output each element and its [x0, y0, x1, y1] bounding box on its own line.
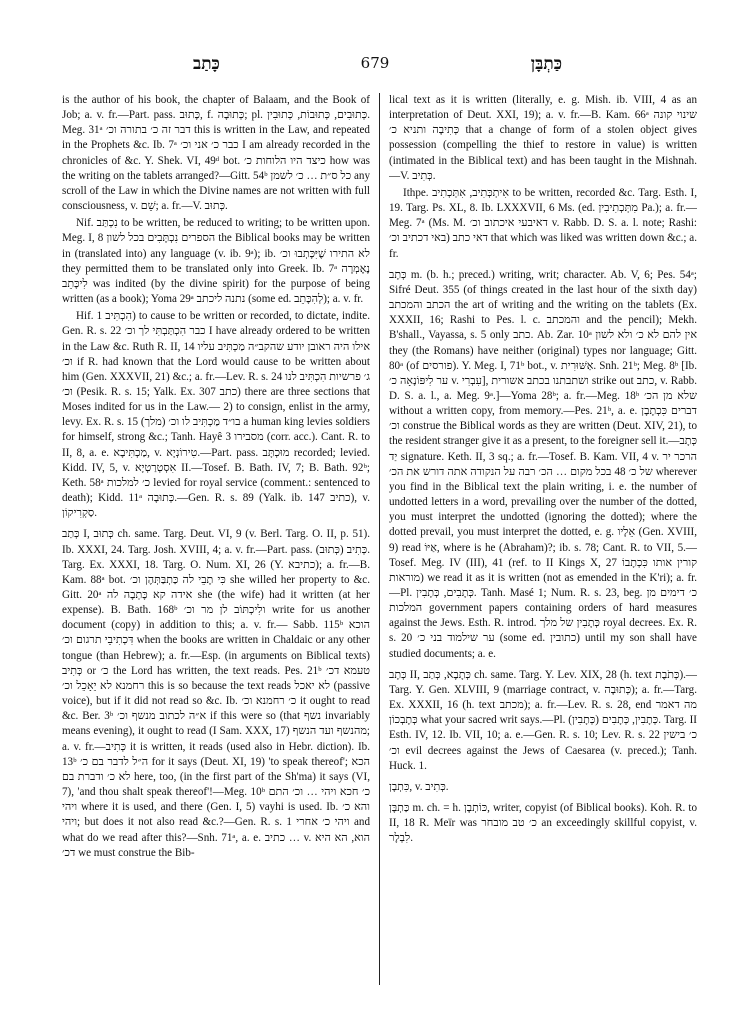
- column-divider: [379, 93, 380, 985]
- entry-kitban: כִּתְבָן, v. כְּתִיב.: [389, 780, 449, 793]
- entry-continuation: is the author of his book, the chapter of Balaam, and the Book of Job; a. v. fr.—Part. pass. כָּתוּב, f. כְּתוּבָה; pl. כְּתוּבִים, כְּתוּבוֹת, כְּתוּבִין. Meg. 31ᵃ דבר זה כ׳ בתורה וכ׳ this is written in the Law, and repeated in the Prophets &c. Ib. 7ᵃ כבר כ׳ אני וכ׳ I am already recorded in the chronicles of &c. Y. Shek. VI, 49ᵈ bot. כיצד היו הלוחות כ׳ how was the writing on the tablets arranged?—Gitt. 54ᵇ כל ס״ת … כ׳ לשמן any scroll of the Law in which the Divine names are not written with full consciousness, v. שֵׁם; a. fr.—V. כְּתוּב.: [62, 94, 370, 213]
- entry-hif: Hif. הִכְתִּיב 1) to cause to be written or recorded, to dictate, indite. Gen. R. s. 22 כבר הִכְתַּבְתִּי לך וכ׳ I have already ordered to be written in the Law &c. Ruth R. II, 14 אילו היה ראובן יודע שהקב״ה מַכְתִּיב עליו וכ׳ if R. had known that the Lord would cause to be written about him (Gen. XXXVII, 21) &c.; a. fr.—Lev. R. s. 24 ג׳ פרשיות הִכְתִּיב לנו וכ׳ (Pesik. R. s. 15; Yalk. Ex. 307 כתב) there are three sections that Moses indited for us in the Law.— 2) to consign, enlist in the army, levy. Ex. R. s. 15 (מלך) בו״ד מַכְתִּיב לו וכ׳ a human king levies soldiers for himself, strong &c.; Tanh. Hayê 3 מסבירו (corr. acc.). Cant. R. to II, 8, a. e. מַכְתִּיבָא, v. טִירוֹנְיָא.—Part. pass. מוּכְתָּב recorded; levied. Kidd. IV, 5, v. אִסְטְרַטְיָא II.—Tosef. B. Bath. IV, 7; B. Bath. 92ᵇ; Keth. 58ᵃ כ׳ למלכות levied for royal service (comment.: sentenced to death); Kidd. 11ᵃ כְּתוּבָה.—Gen. R. s. 89 (Yalk. ib. 147 כתיב), v. סַקְרִיקוֹן.: [62, 310, 370, 520]
- right-running-headword: כַּתְבָּן: [530, 54, 562, 74]
- entry-ketav-ch: כְּתַב I, כְּתוּב ch. same. Targ. Deut. VI, 9 (v. Berl. Targ. O. II, p. 51). Ib. XXXI, 24. Targ. Josh. XVIII, 4; a. v. fr.—Part. pass. כְּתִיב (כְּתוּב). Targ. Ex. XXXI, 18. Targ. O. Num. XI, 26 (Y. כתיבא); a. fr.—B. Kam. 88ᵃ bot. כִּי תָבֵי לה כַּתְבַּתְּהֶן וכ׳ she willed her property to &c. Gitt. 20ᵃ אידה קא כָּתְבָה לה she (the wife) had it written (at her expense). B. Bath. 168ᵇ ולִיכְתּוֹב לן מר וכ׳ write for us another document (copy) in addition to this; a. v. fr.— Sabb. 115ᵇ הוכא דִּכְתִיבֵי תרגום וכ׳ when the books are written in Chaldaic or any other tongue (than Hebrew); a. fr.—Esp. (in arguments on Biblical texts) כְּתִיב or כ׳ the Lord has written, the text reads. Pes. 21ᵇ טעמא דכ׳ רחמנא לא יֵאָכֵל וכ׳ this is so because the text reads לא יאכל (passive voice), but if it did not read so &c. Ib. כ׳ רחמנא וכ׳ it ought to read &c. Ber. 3ᵇ א״ה לכתוב מנשף וכ׳ if this were so (that נשף invariably means evening), it ought to read (I Sam. XXX, 17) מהנשף ועד הנשף; a. v. fr.—כְּתִיב it is written, it reads (used also in Hebr. diction). Ib. 13ᵇ ה״ל לדבר בם כ׳ for it says (Deut. XI, 19) 'to speak thereof'; הכא לא כ׳ ודברת בם here, too, (in the first part of the Sh'ma) it says (VI, 7), 'and thou shalt speak thereof'!—Meg. 10ᵇ כ׳ חכא ויהי … וכ׳ התם ויהי where it is used, and there (Gen. I, 5) vayhi is used. Ib. והא כ׳ ויהי; but does it not also read &c.?—Gen. R. s. 1 ויהי כ׳ אחרי and what do we read after this?—Snh. 71ᵃ, a. e. כתיב … v. הוא, הא היא דכ׳ we must construe the Bib-: [62, 528, 370, 859]
- entry-ketav-m: כְּתָב m. (b. h.; preced.) writing, writ; character. Ab. V, 6; Pes. 54ᵃ; Sifré Deut. 355 (of things created in the last hour of the sixth day) הכתב והמכתב the art of writing and the writing on the tablets (Ex. XXXII, 16; Rashi to Pes. l. c. והמכתב and the pencil); Mekh. B'shall., Vayassa, s. 5 only כתב. Ab. Zar. 10ᵃ אין להם לא כ׳ ולא לשון they (the Romans) have neither (original) types nor language; Gitt. 80ᵃ (of פורסים). Y. Meg. I, 71ᵇ bot., v. אַשּׁוּרִית. Snh. 21ᵇ; Meg. 8ᵇ [Ib. ער לִיפּוֹנָאָה כ׳ v. עִבְרִי], ושתבתנו בכתב אשורית strike out כתב, v. Rabb. D. S. a. l., a. Meg. 9ᵃ.]—Yoma 28ᵇ; a. fr.—Meg. 18ᵇ שלא מן הכ׳ without a written copy, from memory.—Pes. 21ᵇ, a. e. דברים כִּכְתָבָן וכ׳ construe the Biblical words as they are written (Deut. XIV, 21), to the resident stranger give it as a present, to the foreigner sell it.—כְּתָב יַד signature. Keth. II, 3 sq.; a. fr.—Tosef. B. Kam. VII, 4 v. הרכר יר של כ׳ 48 בכל מקום … הכ׳ רבה על הנקודה אתה דורש את הכ׳ wherever you find in the Biblical text the plain writing, i. e. the number of undotted letters in a word, prevailing over the number of the dotted, you must interpret the undotted (ignoring the dotted); where the dotted prevail, you must interpret the dotted, e. g. אֵלָיו (Gen. XVIII, 9) read אַיּוֹ, where is he (Abraham)?; ib. s. 78; Cant. R. to VII, 5.—Tosef. Meg. IV (III), 41 (ref. to II Kings X, 27 קורין אותו כִּכְתָבוֹ (מוראות we read it as it is written (not as emended in the K'ri); a. fr.—Pl. כְּתָבִים, כְּתָבִין. Tanh. Masé 1; Num. R. s. 23, beg. כ׳ דימים מן המלכות government papers containing orders of hard measures against the Jews. Esth. R. introd. כְּתָבִין של מלך royal decrees. Ex. R. s. 20 ער שילמוד בני כ׳ (some ed. כתובין) until my son shall have studied documents; a. e.: [389, 268, 697, 660]
- left-running-headword: כָּתַב: [193, 54, 220, 74]
- entry-continuation-right: lical text as it is written (literally, e. g. Mish. ib. VIII, 4 as an interpretation of Deut. XXI, 19); a. v. fr.—B. Kam. 66ᵃ שינוי קונה כְּתִיבָה ותניא כ׳ that a change of form of a stolen object gives possession (compelling the thief to restore in value) is written (intimated in the Biblical text) and has been taught in the Mishnah.—V. כְּתִיב.: [389, 94, 697, 182]
- page-header: [58, 54, 692, 78]
- right-column: [389, 93, 697, 998]
- entry-nif: Nif. נִכְתַּב to be written, be reduced to writing; to be written upon. Meg. I, 8 הספרים נִכְתָּבִים בכל לשון the Biblical books may be written in (translated into) any language (v. ib. 9ᵃ); ib. לא התירו שֶׁיִּכָּתְבוּ וכ׳ they permitted them to be translated only into Greek. Ib. 7ᵃ נֶאֶמְרָה לִיכָּתֵב was indited (by the divine spirit) for the purpose of being written (as a book); Yoma 29ᵃ נתנה ליכתב (some ed. לְהִכָּתֵב); a. v. fr.: [62, 217, 370, 306]
- page-number: 679: [360, 54, 390, 72]
- entry-katban: כַּתְבָּן m. ch. = h. כּוֹתְבָן, writer, copyist (of Biblical books). Koh. R. to II, 18 R. Meïr was כ׳ טב מובחר an exceedingly skillful copyist, v. לִבְלָר.: [389, 802, 697, 845]
- entry-ketav-ii: כְּתָב II, כְּתָבָא, כְּתַב ch. same. Targ. Y. Lev. XIX, 28 (h. text כְּתֹבֶת).—Targ. Y. Gen. XLVIII, 9 (marriage contract, v. כְּתוּבָה); a. fr.—Targ. Ex. XXXII, 16 (h. text מכתב); a. fr.—Lev. R. s. 28, end מה דאמר כְּתָבְכוֹן what your sacred writ says.—Pl. כְּתָבִין, כְּתָבִים (כְּתָבִין). Targ. II Esth. IV, 12. Ib. VII, 10; a. e.—Gen. R. s. 10; Lev. R. s. 22 כ׳ בישין וכ׳ evil decrees against the Jews of Caesarea (v. preced.); Tanh. Huck. 1.: [389, 668, 697, 772]
- left-column: [62, 93, 370, 998]
- entry-ithpe: Ithpe. אִיתְכְּתִיב, אִתְּכְתִיב to be written, recorded &c. Targ. Esth. I, 19. Targ. Ps. XL, 8. Ib. LXXXVII, 6 Ms. (ed. מִתְּכְתִיבִין Pa.); a. fr.—Meg. 7ᵃ (Ms. M. דאיבעי איכתוב וכ׳ v. Rabb. D. S. a. l. note; Rashi: דאי כתב (באי דכתיב וכ׳ that which was liked was written down &c.; a. fr.: [389, 186, 697, 260]
